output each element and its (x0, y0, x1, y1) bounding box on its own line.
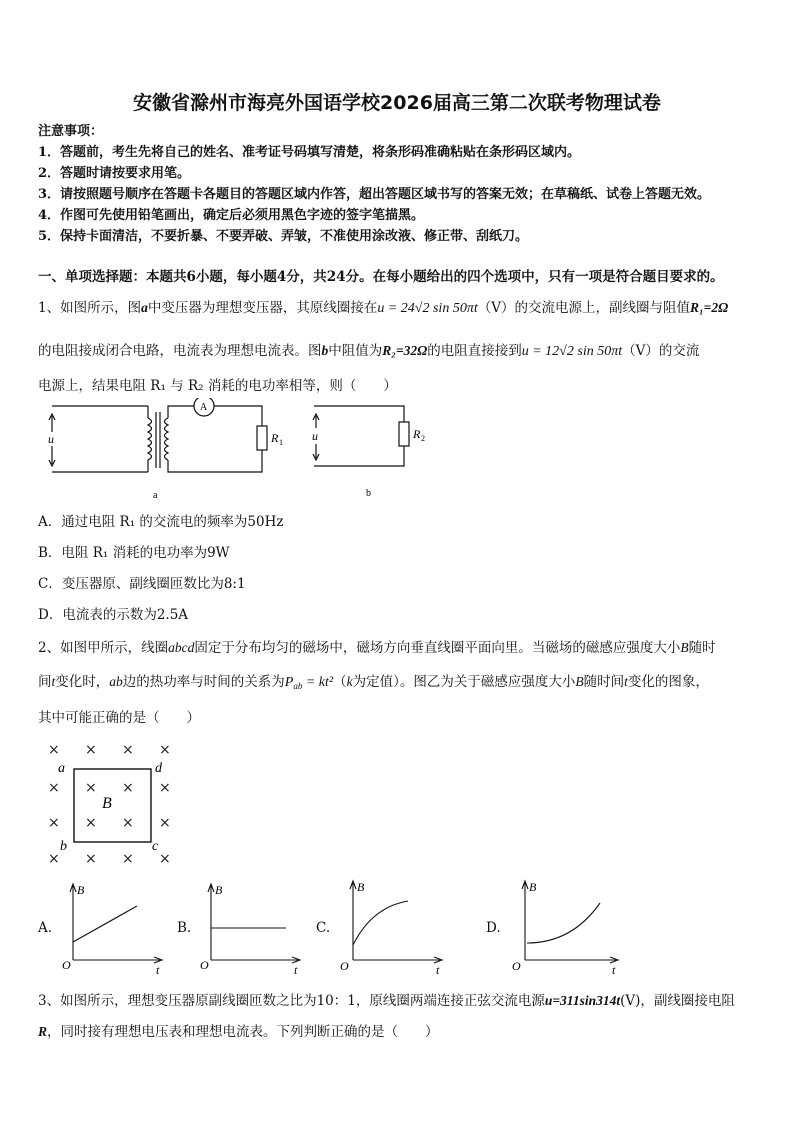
field-cross-mark: × (122, 815, 134, 831)
q1-line3: 电源上，结果电阻 R₁ 与 R₂ 消耗的电功率相等，则（ ） (38, 378, 397, 394)
q2-option-d-label: D. (486, 920, 501, 936)
notice-item: 5．保持卡面清洁，不要折暴、不要弄破、弄皱，不准使用涂改液、修正带、刮纸刀。 (38, 229, 529, 244)
axis-x-label: t (156, 963, 160, 975)
q1-option-b: B．电阻 R₁ 消耗的电功率为9W (38, 545, 230, 561)
field-cross-mark: × (159, 851, 171, 867)
corner-b-label: b (60, 839, 67, 854)
field-B-label: B (102, 795, 112, 812)
q3-line2: R，同时接有理想电压表和理想电流表。下列判断正确的是（ ） (38, 1024, 439, 1040)
graph-d (512, 877, 627, 975)
axis-y-label: B (77, 883, 85, 897)
notice-item: 1．答题前，考生先将自己的姓名、准考证号码填写清楚，将条形码准确粘贴在条形码区域内。 (38, 145, 581, 160)
fig-a-caption: a (153, 490, 158, 501)
q1-formula2: u = 12√2 sin 50πt (521, 344, 623, 359)
field-cross-mark: × (159, 780, 171, 796)
axis-x-label: t (436, 963, 440, 975)
q1-line1: 1、如图所示，图a中变压器为理想变压器，其原线圈接在u = 24√2 sin 50πt（V）的交流电源上，副线圈与阻值R₁=2Ω (38, 300, 729, 316)
graph-c (340, 877, 450, 975)
field-cross-mark: × (85, 851, 97, 867)
q1-option-c: C．变压器原、副线圈匝数比为8:1 (38, 576, 246, 592)
notice-item: 3．请按照题号顺序在答题卡各题目的答题区域内作答，超出答题区域书写的答案无效；在草稿纸、试卷上答题无效。 (38, 187, 711, 202)
ammeter-label: A (200, 402, 208, 413)
fig-b-R2-sub: 2 (421, 434, 425, 443)
origin-label: O (62, 958, 71, 972)
axis-x-label: t (612, 963, 616, 975)
field-cross-mark: × (85, 780, 97, 796)
graph-b (198, 880, 308, 975)
corner-c-label: c (152, 839, 159, 854)
fig-b-R2-label: R (413, 427, 421, 441)
page-title: 安徽省滁州市海亮外国语学校2026届高三第二次联考物理试卷 (133, 92, 661, 114)
axis-x-label: t (294, 963, 298, 975)
field-cross-mark: × (85, 815, 97, 831)
field-cross-mark: × (122, 742, 134, 758)
graph-a (60, 880, 170, 975)
fig-a-R1-label: R (271, 431, 279, 445)
field-cross-mark: × (159, 815, 171, 831)
q1-line2: 的电阻接成闭合电路，电流表为理想电流表。图b中阻值为R₂=32Ω的电阻直接接到u = 12√2 sin 50πt（V）的交流 (38, 343, 700, 359)
secondary-coil (165, 418, 169, 460)
origin-label: O (512, 959, 521, 973)
field-cross-mark: × (48, 851, 60, 867)
fig-a-u-label: u (48, 432, 54, 446)
origin-label: O (340, 959, 349, 973)
section-heading: 一、单项选择题：本题共6小题，每小题4分，共24分。在每小题给出的四个选项中，只有一项是符合题目要求的。 (38, 269, 724, 285)
q1-option-a: A．通过电阻 R₁ 的交流电的频率为50Hz (38, 514, 284, 530)
corner-a-label: a (58, 761, 65, 776)
primary-coil (148, 418, 152, 460)
q2-formula: P (284, 675, 294, 690)
notice-heading: 注意事项： (38, 124, 104, 139)
fig-b-u-label: u (312, 429, 318, 443)
resistor-R1 (257, 426, 267, 450)
q3-line1: 3、如图所示，理想变压器原副线圈匝数之比为10：1，原线圈两端连接正弦交流电源u=311sin314t(V)，副线圈接电阻 (38, 993, 735, 1009)
q2-option-c-label: C. (316, 920, 331, 936)
q2-field-figure (40, 738, 180, 868)
q1-circuit-figures (40, 398, 440, 502)
q2-option-b-label: B. (177, 920, 192, 936)
axis-y-label: B (529, 880, 537, 894)
corner-d-label: d (155, 761, 162, 776)
field-cross-mark: × (122, 780, 134, 796)
q2-line2: 间t变化时，ab边的热功率与时间的关系为$P_{ab} = kt^2(k$为定值）。图乙为关于磁感应强度大小B随时间t变化的图象， (38, 674, 709, 691)
field-cross-mark: × (85, 742, 97, 758)
origin-label: O (200, 958, 209, 972)
axis-y-label: B (357, 880, 365, 894)
fig-a-R1-sub: 1 (279, 438, 283, 447)
curve-concave-up (527, 903, 600, 943)
notice-item: 2．答题时请按要求用笔。 (38, 166, 191, 181)
q2-line1: 2、如图甲所示，线圈abcd固定于分布均匀的磁场中，磁场方向垂直线圈平面向里。当磁场的磁感应强度大小B随时 (38, 640, 716, 656)
q1-formula1: u = 24√2 sin 50πt (377, 301, 478, 316)
field-cross-mark: × (159, 742, 171, 758)
axis-y-label: B (215, 883, 223, 897)
field-cross-mark: × (122, 851, 134, 867)
q2-option-a-label: A. (38, 920, 53, 936)
fig-b-caption: b (366, 488, 371, 499)
q1-option-d: D．电流表的示数为2.5A (38, 607, 189, 623)
field-cross-mark: × (48, 815, 60, 831)
q2-line3: 其中可能正确的是（ ） (38, 710, 200, 726)
field-cross-mark: × (48, 780, 60, 796)
curve-concave-down (353, 901, 408, 945)
notice-item: 4．作图可先使用铅笔画出，确定后必须用黑色字迹的签字笔描黑。 (38, 208, 425, 223)
field-cross-mark: × (48, 742, 60, 758)
resistor-R2 (399, 422, 409, 446)
curve-linear (73, 906, 137, 942)
